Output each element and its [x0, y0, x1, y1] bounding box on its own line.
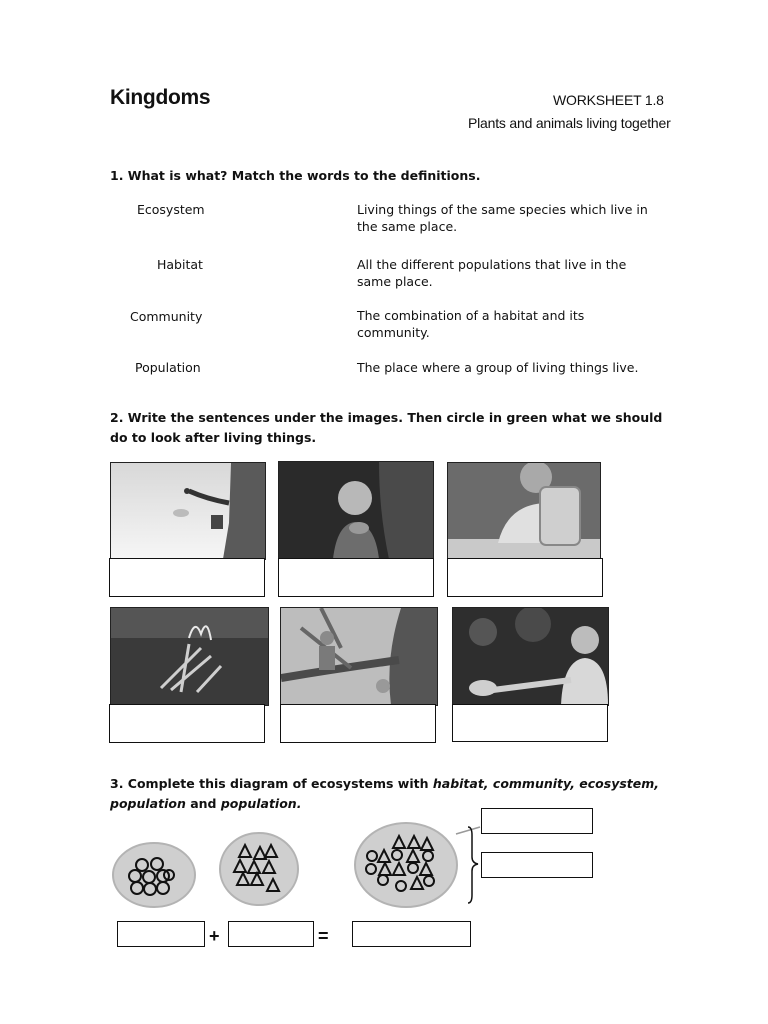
diagram-box-population-1[interactable] — [117, 921, 205, 947]
term-ecosystem: Ecosystem — [137, 202, 205, 217]
answer-box-photo-4[interactable] — [109, 704, 265, 743]
photo-girl-feeding-bird — [452, 607, 609, 706]
answer-box-photo-6[interactable] — [452, 704, 608, 742]
diagram-box-community[interactable] — [352, 921, 471, 947]
equals-sign: = — [318, 926, 329, 946]
right-brace — [468, 827, 478, 903]
answer-box-photo-5[interactable] — [280, 704, 436, 743]
question-3-and: and — [185, 796, 221, 811]
term-population: Population — [135, 360, 201, 375]
definition-2: All the different populations that live in the same place. — [357, 257, 627, 289]
definition-3: The combination of a habitat and its community. — [357, 308, 585, 340]
question-3-terms: habitat, community, ecosystem, — [432, 776, 660, 791]
photo-littering-from-car — [110, 462, 266, 560]
photo-campfire — [110, 607, 269, 706]
question-3-term-population-a: population — [110, 796, 186, 811]
photo-boy-holding-animal — [278, 461, 434, 560]
photo-child-in-tree — [280, 607, 438, 706]
photo-child-with-jar — [447, 462, 601, 560]
diagram-box-lower-right[interactable] — [481, 852, 593, 878]
question-1-prompt: 1. What is what? Match the words to the definitions. — [110, 168, 481, 183]
answer-box-photo-3[interactable] — [447, 558, 603, 597]
question-3-text-a: 3. Complete this diagram of ecosystems with — [110, 776, 433, 791]
worksheet-subtitle: Plants and animals living together — [468, 115, 671, 131]
worksheet-title: Kingdoms — [110, 86, 211, 109]
answer-box-photo-1[interactable] — [109, 558, 265, 597]
question-3-term-population-b: population. — [220, 796, 302, 811]
definition-4: The place where a group of living things live. — [357, 360, 639, 375]
worksheet-number: WORKSHEET 1.8 — [553, 92, 664, 108]
connector-line — [456, 827, 480, 834]
question-2-prompt: 2. Write the sentences under the images. Then circle in green what we should do to look after living things. — [110, 410, 663, 445]
term-habitat: Habitat — [157, 257, 203, 272]
definition-1: Living things of the same species which live in the same place. — [357, 202, 648, 234]
diagram-box-upper-right[interactable] — [481, 808, 593, 834]
plus-sign: + — [209, 926, 220, 946]
answer-box-photo-2[interactable] — [278, 558, 434, 597]
term-community: Community — [130, 309, 203, 324]
diagram-box-population-2[interactable] — [228, 921, 314, 947]
